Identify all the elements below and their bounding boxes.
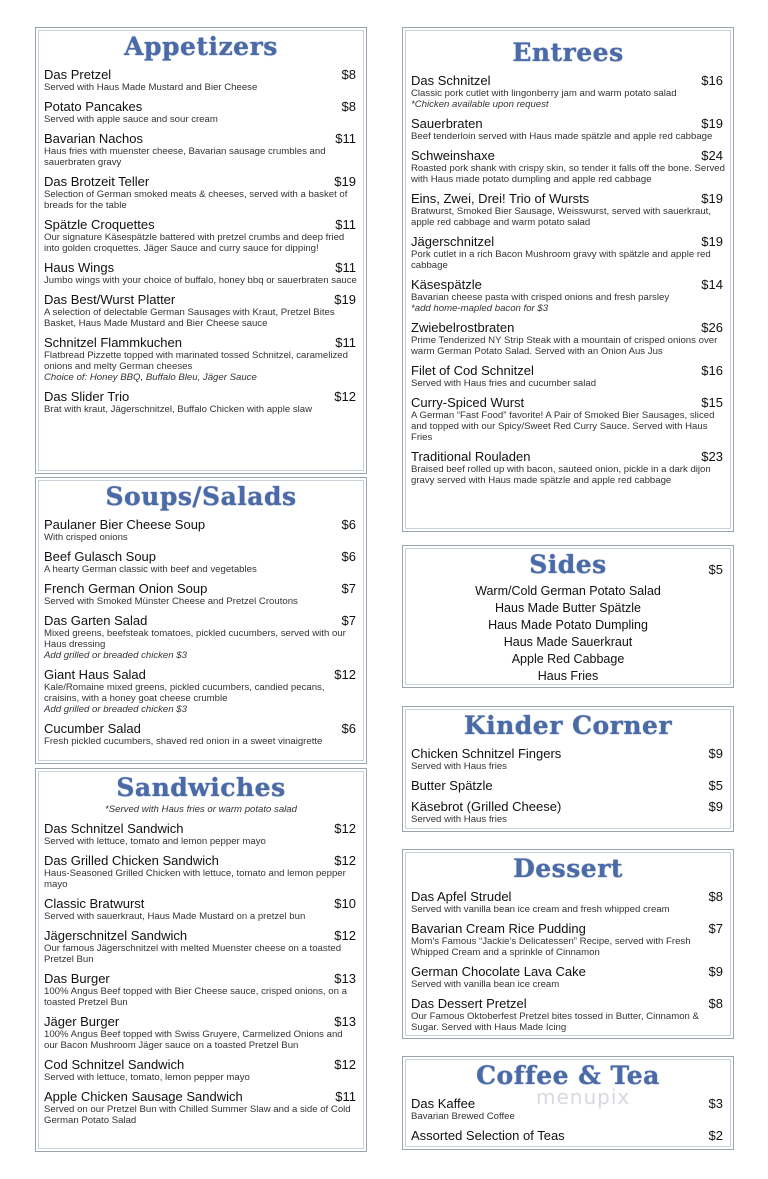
menu-item-price: $19 [334, 292, 356, 307]
menu-item-price: $11 [335, 260, 356, 275]
menu-item [44, 853, 358, 890]
menu-item-name: Haus Wings [44, 260, 115, 275]
menu-item-price: $19 [701, 116, 723, 131]
menu-item-name: Das Burger [44, 971, 110, 986]
entrees-heading: Entrees [512, 38, 624, 67]
menu-item [44, 260, 358, 286]
menu-item-row [44, 260, 358, 275]
menu-item-name: Käsespätzle [411, 277, 482, 292]
kinder-heading: Kinder Corner [463, 711, 673, 740]
menu-item-name: Jägerschnitzel Sandwich [44, 928, 188, 943]
menu-item [411, 889, 725, 915]
menu-item-row [411, 799, 725, 814]
menu-item-name: Butter Spätzle [411, 778, 493, 793]
menu-item-price: $6 [341, 721, 356, 736]
menu-item [411, 1128, 725, 1143]
menu-item-row [44, 896, 358, 911]
menu-item-name: Das Brotzeit Teller [44, 174, 150, 189]
menu-item-name: Potato Pancakes [44, 99, 143, 114]
menu-item-row [44, 971, 358, 986]
menu-item-row [44, 1089, 358, 1104]
menu-item [411, 449, 725, 486]
dessert-section [402, 849, 734, 1039]
menu-item [44, 549, 358, 575]
menu-item-name: Das Apfel Strudel [411, 889, 512, 904]
menu-item-description: Bavarian cheese pasta with crisped onions and fresh parsley [411, 292, 670, 303]
menu-item-price: $5 [708, 778, 723, 793]
menu-item-row [411, 116, 725, 131]
menu-item [411, 191, 725, 228]
menu-item-price: $11 [335, 335, 356, 350]
menu-item-note: *Chicken available upon request [411, 99, 549, 110]
menu-item-price: $12 [334, 853, 356, 868]
menu-item-price: $19 [334, 174, 356, 189]
menu-item [44, 896, 358, 922]
menu-item-name: Curry-Spiced Wurst [411, 395, 525, 410]
menu-item-name: Das Grilled Chicken Sandwich [44, 853, 219, 868]
menu-item-name: Traditional Rouladen [411, 449, 531, 464]
menu-item-row [44, 549, 358, 564]
dessert-items [411, 889, 725, 1033]
menu-item-name: Das Schnitzel [411, 73, 491, 88]
menu-item-price: $19 [701, 234, 723, 249]
side-item: Haus Made Potato Dumpling [488, 618, 648, 632]
menu-item-price: $9 [708, 746, 723, 761]
menu-item-name: Assorted Selection of Teas [411, 1128, 565, 1143]
menu-item-price: $12 [334, 389, 356, 404]
menu-item-row [411, 277, 725, 292]
menu-item-name: Bavarian Cream Rice Pudding [411, 921, 586, 936]
menu-item-description: Haus fries with muenster cheese, Bavarian sausage crumbles and sauerbraten gravy [44, 146, 326, 168]
menu-item-description: Served with Haus fries [411, 761, 507, 772]
menu-item [44, 517, 358, 543]
menu-item-description: Mixed greens, beefsteak tomatoes, pickled cucumbers, served with our Haus dressing [44, 628, 346, 650]
menu-item-note: Add grilled or breaded chicken $3 [44, 704, 187, 715]
entrees-section [402, 27, 734, 532]
menu-item-description: With crisped onions [44, 532, 128, 543]
menu-item-name: Das Slider Trio [44, 389, 130, 404]
menu-item-description: A German “Fast Food” favorite! A Pair of Smoked Bier Sausages, sliced and topped with our Spicy/Sweet Red Curry Sauce. Served with Haus Fries [411, 410, 715, 443]
menu-item-row [44, 853, 358, 868]
appetizers-heading: Appetizers [124, 32, 278, 61]
menu-item [44, 389, 358, 415]
menu-item-description: Brat with kraut, Jägerschnitzel, Buffalo Chicken with apple slaw [44, 404, 313, 415]
menu-item-row [411, 996, 725, 1011]
menu-item-price: $26 [701, 320, 723, 335]
coffee-tea-heading: Coffee & Tea [476, 1061, 660, 1090]
menu-item-description: Mom’s Famous “Jackie’s Delicatessen” Recipe, served with Fresh Whipped Cream and a sprinkle of Cinnamon [411, 936, 691, 958]
kinder-section [402, 706, 734, 832]
menu-item-row [44, 131, 358, 146]
menu-item-row [411, 395, 725, 410]
menu-item-row [44, 99, 358, 114]
menu-item-price: $11 [335, 131, 356, 146]
side-item: Haus Made Butter Spätzle [495, 601, 641, 615]
soups-salads-items [44, 517, 358, 747]
sides-heading: Sides [529, 550, 607, 579]
menu-item-row [411, 320, 725, 335]
menu-item [411, 395, 725, 443]
menu-item-name: Cod Schnitzel Sandwich [44, 1057, 185, 1072]
menu-item-description: Served on our Pretzel Bun with Chilled Summer Slaw and a side of Cold German Potato Salad [44, 1104, 351, 1126]
menu-item [44, 821, 358, 847]
menu-item-price: $24 [701, 148, 723, 163]
menu-item-name: Spätzle Croquettes [44, 217, 155, 232]
kinder-items [411, 746, 725, 825]
menu-item-price: $3 [708, 1096, 723, 1111]
side-item: Warm/Cold German Potato Salad [475, 584, 661, 598]
menu-item-row [411, 234, 725, 249]
menu-item [44, 1057, 358, 1083]
menu-item-name: Bavarian Nachos [44, 131, 143, 146]
menu-item-name: Das Dessert Pretzel [411, 996, 527, 1011]
menu-item-row [44, 335, 358, 350]
menu-item-row [44, 217, 358, 232]
menu-item-name: Das Pretzel [44, 67, 112, 82]
menu-item-name: Käsebrot (Grilled Cheese) [411, 799, 562, 814]
menu-item [411, 921, 725, 958]
menu-item-name: Das Garten Salad [44, 613, 148, 628]
menu-item-description: Jumbo wings with your choice of buffalo, honey bbq or sauerbraten sauce [44, 275, 357, 286]
appetizers-section [35, 27, 367, 474]
menu-item [44, 971, 358, 1008]
menu-item-description: Served with Haus fries [411, 814, 507, 825]
menu-item-name: German Chocolate Lava Cake [411, 964, 586, 979]
menu-item-name: Schnitzel Flammkuchen [44, 335, 182, 350]
side-item: Haus Fries [537, 669, 599, 683]
menu-item [411, 116, 725, 142]
menu-item [44, 1089, 358, 1126]
menu-item-description: Fresh pickled cucumbers, shaved red onion in a sweet vinaigrette [44, 736, 323, 747]
menu-item-price: $9 [708, 964, 723, 979]
menu-item-name: Giant Haus Salad [44, 667, 146, 682]
side-item: Haus Made Sauerkraut [503, 635, 633, 649]
menu-item-row [44, 667, 358, 682]
sandwiches-heading: Sandwiches [116, 773, 286, 802]
menu-item-name: Filet of Cod Schnitzel [411, 363, 534, 378]
sides-price: $5 [708, 562, 723, 577]
menu-item-price: $23 [701, 449, 723, 464]
menu-item-description: Our famous Jägerschnitzel with melted Muenster cheese on a toasted Pretzel Bun [44, 943, 342, 965]
menu-item-row [44, 517, 358, 532]
menu-item-row [411, 889, 725, 904]
soups-salads-heading: Soups/Salads [105, 482, 297, 511]
menu-item-row [411, 1128, 725, 1143]
menu-item-description: Our Famous Oktoberfest Pretzel bites tossed in Butter, Cinnamon & Sugar. Served with Haus Made Icing [411, 1011, 699, 1033]
menu-item-description: Bavarian Brewed Coffee [411, 1111, 515, 1122]
menu-item-description: Served with Haus fries and cucumber salad [411, 378, 597, 389]
menu-item [411, 320, 725, 357]
menu-item-name: Das Best/Wurst Platter [44, 292, 176, 307]
menu-item-description: Served with lettuce, tomato and lemon pepper mayo [44, 836, 266, 847]
menu-item-price: $8 [708, 889, 723, 904]
menu-item-price: $16 [701, 73, 723, 88]
menu-item-row [44, 613, 358, 628]
menu-item-note: *add home-mapled bacon for $3 [411, 303, 549, 314]
menu-item-name: French German Onion Soup [44, 581, 208, 596]
menu-item-name: Jägerschnitzel [411, 234, 495, 249]
menu-item-row [411, 778, 725, 793]
sandwiches-items [44, 821, 358, 1126]
menu-item-description: Flatbread Pizzette topped with marinated tossed Schnitzel, caramelized onions and melty German cheeses [44, 350, 348, 372]
menu-item-name: Das Schnitzel Sandwich [44, 821, 184, 836]
menu-item-price: $12 [334, 1057, 356, 1072]
menu-item-description: Braised beef rolled up with bacon, sauteed onion, pickle in a dark dijon gravy served with Haus made spätzle and apple red cabbage [411, 464, 711, 486]
menu-item-price: $2 [708, 1128, 723, 1143]
menu-item-price: $6 [341, 517, 356, 532]
menu-item-name: Apple Chicken Sausage Sandwich [44, 1089, 243, 1104]
menu-item-row [44, 581, 358, 596]
menu-item [411, 234, 725, 271]
appetizers-items [44, 67, 358, 415]
menu-item-price: $7 [341, 613, 356, 628]
menu-item-name: Schweinshaxe [411, 148, 495, 163]
menu-item-description: Bratwurst, Smoked Bier Sausage, Weisswurst, served with sauerkraut, apple red cabbage and warm potato salad [411, 206, 712, 228]
menu-item-description: Kale/Romaine mixed greens, pickled cucumbers, candied pecans, craisins, with a honey goat cheese crumble [44, 682, 325, 704]
menu-item-description: Our signature Käsespätzle battered with pretzel crumbs and deep fried into golden croquettes. Jäger Sauce and curry sauce for dipping! [44, 232, 345, 254]
menu-item-row [44, 67, 358, 82]
sides-list [411, 583, 725, 685]
sandwiches-section [35, 768, 367, 1152]
sandwiches-subnote: *Served with Haus fries or warm potato salad [105, 804, 297, 815]
menu-item-description: Served with Smoked Münster Cheese and Pretzel Croutons [44, 596, 298, 607]
menu-item-row [44, 1057, 358, 1072]
menu-item [44, 928, 358, 965]
menu-item-row [411, 191, 725, 206]
menu-item-description: Served with apple sauce and sour cream [44, 114, 218, 125]
entrees-items [411, 73, 725, 486]
menu-item-description: Classic pork cutlet with lingonberry jam and warm potato salad [411, 88, 677, 99]
menu-item-description: Selection of German smoked meats & cheeses, served with a basket of breads for the table [44, 189, 348, 211]
menu-item [44, 217, 358, 254]
menu-item-name: Eins, Zwei, Drei! Trio of Wursts [411, 191, 590, 206]
menu-item [44, 174, 358, 211]
menu-item [44, 292, 358, 329]
menu-item-name: Das Kaffee [411, 1096, 476, 1111]
menu-item [44, 581, 358, 607]
menu-item-row [44, 292, 358, 307]
menu-item-row [411, 964, 725, 979]
menu-item-row [44, 389, 358, 404]
menu-item-name: Cucumber Salad [44, 721, 141, 736]
menu-item-price: $12 [334, 667, 356, 682]
menu-item-note: Choice of: Honey BBQ, Buffalo Bleu, Jäger Sauce [44, 372, 257, 383]
menu-item [411, 996, 725, 1033]
menu-item-row [44, 821, 358, 836]
soups-salads-section [35, 477, 367, 764]
menu-item-price: $16 [701, 363, 723, 378]
menu-item-description: Served with lettuce, tomato, lemon pepper mayo [44, 1072, 250, 1083]
menu-item [44, 67, 358, 93]
menu-item [44, 667, 358, 715]
menu-item-name: Jäger Burger [44, 1014, 120, 1029]
menu-item-price: $8 [341, 99, 356, 114]
menu-item-name: Beef Gulasch Soup [44, 549, 157, 564]
menu-item [411, 746, 725, 772]
menu-item-description: Served with vanilla bean ice cream [411, 979, 560, 990]
menu-item-description: Haus-Seasoned Grilled Chicken with lettuce, tomato and lemon pepper mayo [44, 868, 346, 890]
menu-item-price: $9 [708, 799, 723, 814]
menu-item [411, 363, 725, 389]
menu-item [411, 799, 725, 825]
menu-item-name: Paulaner Bier Cheese Soup [44, 517, 206, 532]
menu-item [411, 778, 725, 793]
menu-item-note: Add grilled or breaded chicken $3 [44, 650, 187, 661]
menu-item-row [411, 363, 725, 378]
menu-item-description: 100% Angus Beef topped with Bier Cheese sauce, crisped onions, on a toasted Pretzel Bun [44, 986, 347, 1008]
sides-section [402, 545, 734, 688]
menu-item-description: Beef tenderloin served with Haus made spätzle and apple red cabbage [411, 131, 713, 142]
menu-item-price: $13 [334, 1014, 356, 1029]
menu-item-description: Served with vanilla bean ice cream and fresh whipped cream [411, 904, 670, 915]
menu-item [44, 131, 358, 168]
menu-item-price: $7 [708, 921, 723, 936]
menu-item-row [44, 174, 358, 189]
menu-item-price: $6 [341, 549, 356, 564]
menu-item-name: Sauerbraten [411, 116, 483, 131]
side-item: Apple Red Cabbage [511, 652, 625, 666]
menu-item [411, 73, 725, 110]
menu-item-name: Chicken Schnitzel Fingers [411, 746, 562, 761]
dessert-heading: Dessert [513, 854, 623, 883]
menu-item-price: $11 [335, 1089, 356, 1104]
menu-item-price: $19 [701, 191, 723, 206]
menu-item-price: $12 [334, 821, 356, 836]
menu-item-description: Pork cutlet in a rich Bacon Mushroom gravy with spätzle and apple red cabbage [411, 249, 711, 271]
menu-item-price: $8 [341, 67, 356, 82]
menu-item-row [44, 1014, 358, 1029]
menu-item [411, 964, 725, 990]
menu-item-price: $12 [334, 928, 356, 943]
menu-item [44, 99, 358, 125]
menu-item [44, 721, 358, 747]
menu-item-description: Roasted pork shank with crispy skin, so tender it falls off the bone. Served with Haus made potato dumpling and apple red cabbage [411, 163, 725, 185]
menu-item-description: 100% Angus Beef topped with Swiss Gruyere, Carmelized Onions and our Bacon Mushroom Jäger sauce on a toasted Pretzel Bun [44, 1029, 343, 1051]
menu-item-row [44, 721, 358, 736]
menu-item-description: A selection of delectable German Sausages with Kraut, Pretzel Bites Basket, Haus Made Mustard and Bier Cheese sauce [44, 307, 335, 329]
menu-item [411, 148, 725, 185]
menu-item [44, 1014, 358, 1051]
menu-item-description: Served with Haus Made Mustard and Bier Cheese [44, 82, 258, 93]
menu-item-row [411, 148, 725, 163]
menu-item-price: $15 [701, 395, 723, 410]
menu-item-row [44, 928, 358, 943]
menu-item-row [411, 921, 725, 936]
menu-item-description: Prime Tenderized NY Strip Steak with a mountain of crisped onions over warm German Potato Salad. Served with an Onion Aus Jus [411, 335, 718, 357]
menu-item [44, 335, 358, 383]
menu-item-description: Served with sauerkraut, Haus Made Mustard on a pretzel bun [44, 911, 306, 922]
menu-item [411, 277, 725, 314]
menu-item-name: Zwiebelrostbraten [411, 320, 515, 335]
menu-item-description: A hearty German classic with beef and vegetables [44, 564, 257, 575]
menu-item-price: $8 [708, 996, 723, 1011]
menu-item-price: $13 [334, 971, 356, 986]
watermark: menupix [536, 1085, 631, 1109]
menu-item-row [411, 73, 725, 88]
menu-item-price: $7 [341, 581, 356, 596]
menu-item-price: $10 [334, 896, 356, 911]
menu-item-price: $14 [701, 277, 723, 292]
menu-item-price: $11 [335, 217, 356, 232]
menu-item-row [411, 746, 725, 761]
menu-item-name: Classic Bratwurst [44, 896, 145, 911]
menu-item [44, 613, 358, 661]
menu-item-row [411, 449, 725, 464]
